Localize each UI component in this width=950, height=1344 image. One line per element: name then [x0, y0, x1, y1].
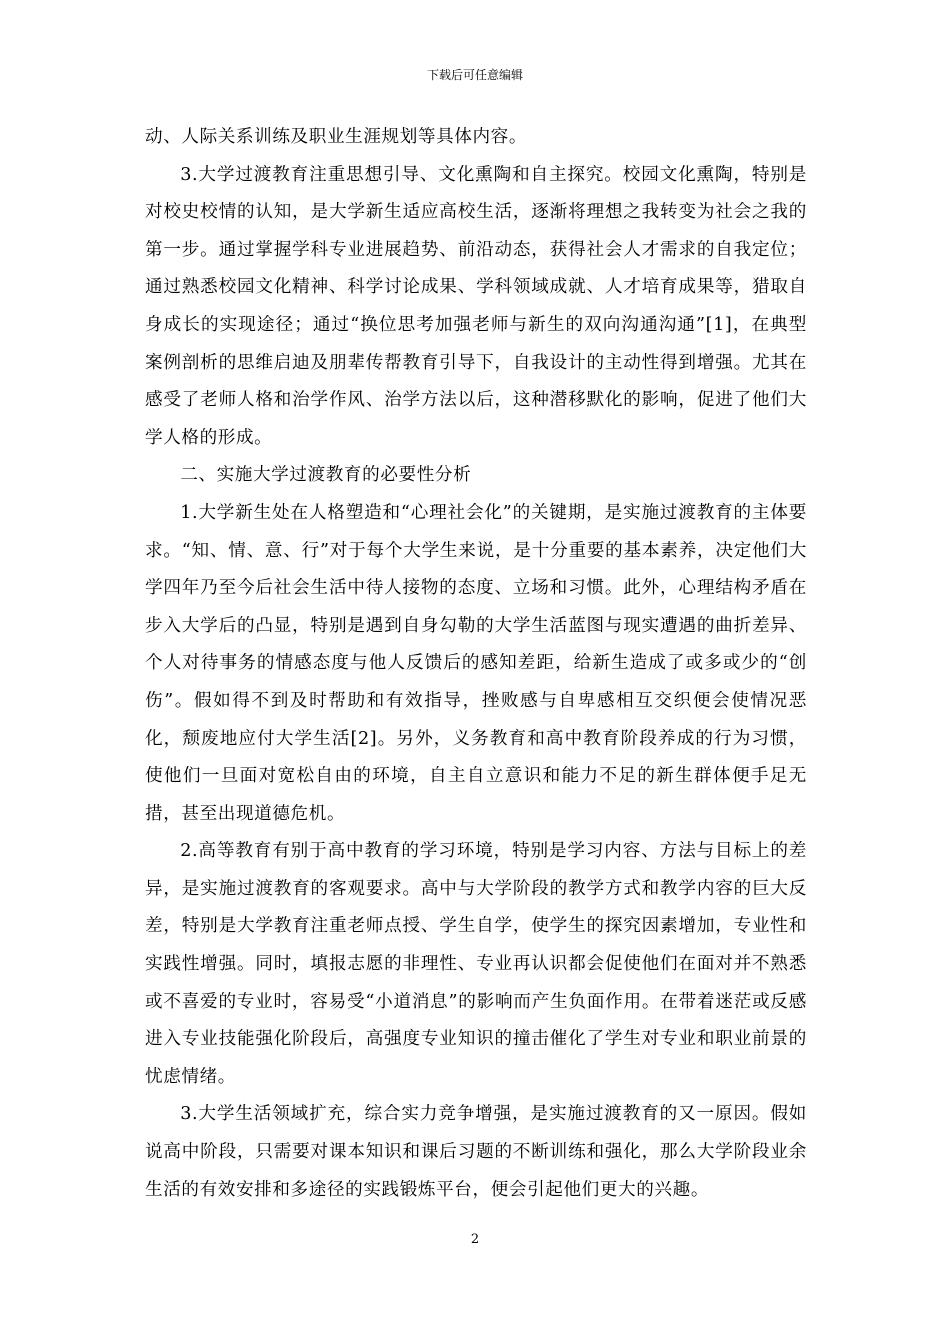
paragraph-item-2: 2.高等教育有别于高中教育的学习环境，特别是学习内容、方法与目标上的差异，是实施过渡教育的客观要求。高中与大学阶段的教学方式和教学内容的巨大反差，特别是大学教育注重老师点授、学生自学，使学生的探究因素增加，专业性和实践性增强。同时，填报志愿的非理性、专业再认识都会促使他们在面对并不熟悉或不喜爱的专业时，容易受“小道消息”的影响而产生负面作用。在带着迷茫或反感进入专业技能强化阶段后，高强度专业知识的撞击催化了学生对专业和职业前景的忧虑情绪。 — [145, 841, 807, 1087]
paragraph-item-3: 3.大学过渡教育注重思想引导、文化熏陶和自主探究。校园文化熏陶，特别是对校史校情的认知，是大学新生适应高校生活，逐渐将理想之我转变为社会之我的第一步。通过掌握学科专业进展趋势、前沿动态，获得社会人才需求的自我定位；通过熟悉校园文化精神、科学讨论成果、学科领域成就、人才培育成果等，猎取自身成长的实现途径；通过“换位思考加强老师与新生的双向沟通沟通”[1]，在典型案例剖析的思维启迪及朋辈传帮教育引导下，自我设计的主动性得到增强。尤其在感受了老师人格和治学作风、治学方法以后，这种潜移默化的影响，促进了他们大学人格的形成。 — [145, 164, 807, 448]
paragraph-continuation: 动、人际关系训练及职业生涯规划等具体内容。 — [145, 127, 528, 147]
document-body — [145, 119, 807, 1209]
section-heading: 二、实施大学过渡教育的必要性分析 — [180, 465, 472, 486]
paragraph-item-1: 1.大学新生处在人格塑造和“心理社会化”的关键期，是实施过渡教育的主体要求。“知、情、意、行”对于每个大学生来说，是十分重要的基本素养，决定他们大学四年乃至今后社会生活中待人接物的态度、立场和习惯。此外，心理结构矛盾在步入大学后的凸显，特别是遇到自身勾勒的大学生活蓝图与现实遭遇的曲折差异、个人对待事务的情感态度与他人反馈后的感知差距，给新生造成了或多或少的“创伤”。假如得不到及时帮助和有效指导，挫败感与自卑感相互交织便会使情况恶化，颓废地应付大学生活[2]。另外，义务教育和高中教育阶段养成的行为习惯，使他们一旦面对宽松自由的环境，自主自立意识和能力不足的新生群体便手足无措，甚至出现道德危机。 — [145, 502, 807, 824]
page-number: 2 — [470, 1232, 480, 1247]
paragraph-item-3b: 3.大学生活领域扩充，综合实力竞争增强，是实施过渡教育的又一原因。假如说高中阶段，只需要对课本知识和课后习题的不断训练和强化，那么大学阶段业余生活的有效安排和多途径的实践锻炼平台，便会引起他们更大的兴趣。 — [145, 1104, 807, 1200]
page-header: 下载后可任意编辑 — [426, 68, 523, 82]
